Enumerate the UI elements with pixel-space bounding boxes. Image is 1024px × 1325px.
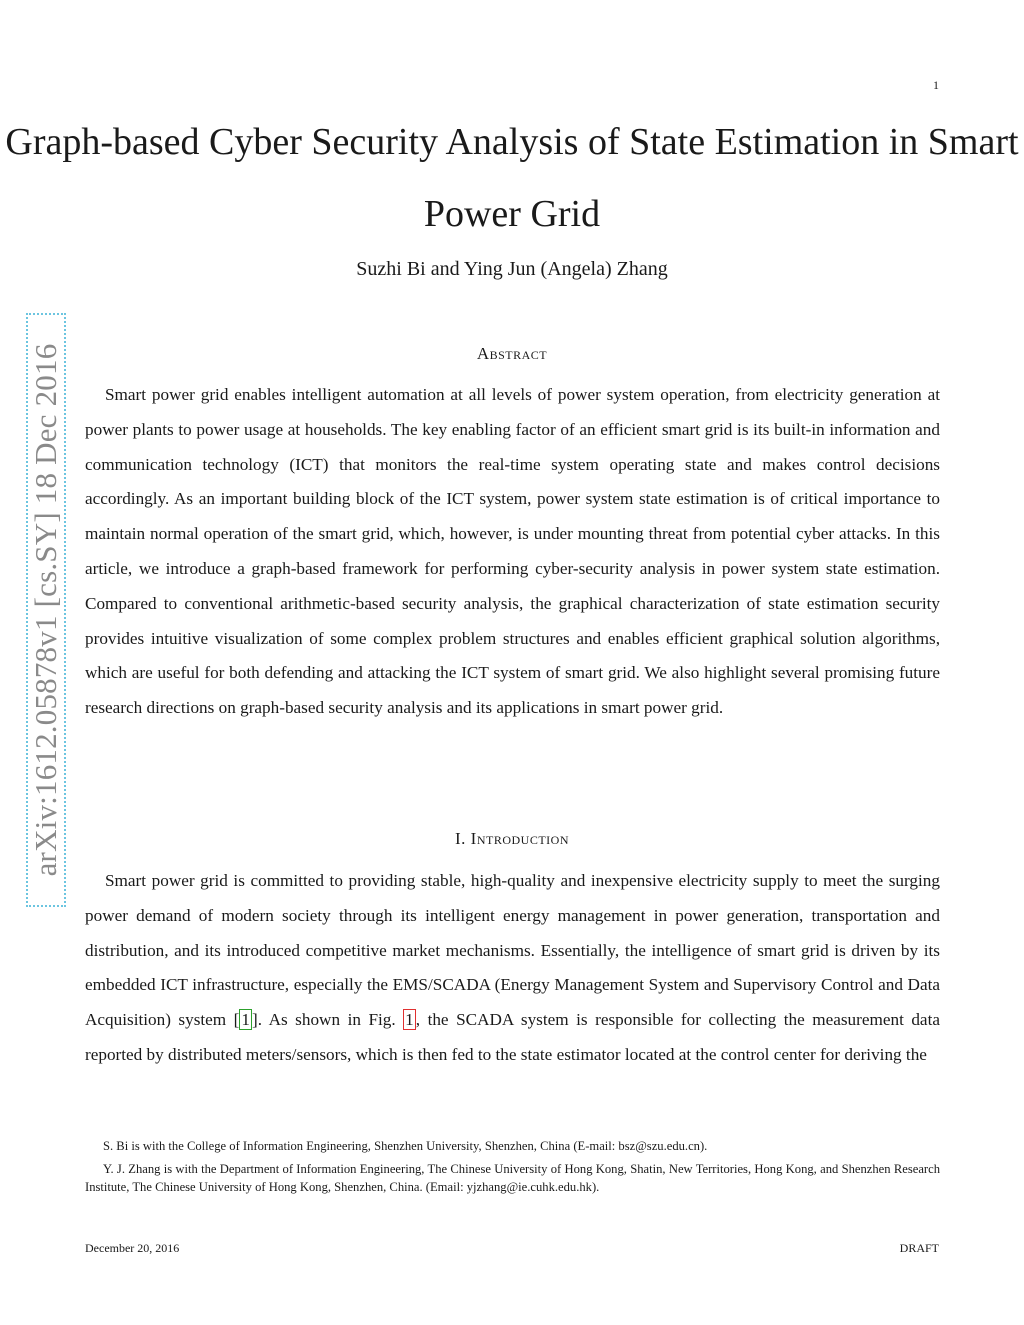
- arxiv-identifier[interactable]: arXiv:1612.05878v1 [cs.SY] 18 Dec 2016: [28, 343, 63, 877]
- introduction-heading: I. Introduction: [455, 829, 569, 848]
- abstract-heading: Abstract: [476, 344, 548, 363]
- page-number: 1: [933, 78, 939, 92]
- abstract-text: Smart power grid enables intelligent automation at all levels of power system operation, from electricity generation at power plants to power usage at households. The key enabling factor of an efficient smart grid is its built-in information and communication technology (ICT) that monitors the real-time system operating state and makes control decisions accordingly. As an important building block of the ICT system, power system state estimation is of critical importance to maintain normal operation of the smart grid, which, however, is under mounting threat from potential cyber attacks. In this article, we introduce a graph-based framework for performing cyber-security analysis in power system state estimation. Compared to conventional arithmetic-based security analysis, the graphical characterization of state estimation security provides intuitive visualization of some complex problem structures and enables efficient graphical solution algorithms, which are useful for both defending and attacking the ICT system of smart grid. We also highlight several promising future research directions on graph-based security analysis and its applications in smart power grid.: [85, 385, 940, 718]
- figure-link[interactable]: 1: [405, 1010, 414, 1030]
- citation-link[interactable]: 1: [241, 1010, 250, 1030]
- footer-date: December 20, 2016: [85, 1241, 180, 1255]
- footnote-affiliation-zhang: Y. J. Zhang is with the Department of Information Engineering, The Chinese University of Hong Kong, Shatin, New Territories, Hong Kong, and Shenzhen Research Institute, The Chinese University of Hong Kong, Shenzhen, China. (Email: yjzhang@ie.cuhk.edu.hk).: [85, 1162, 940, 1194]
- introduction-text: [85, 864, 940, 1073]
- paper-title: Graph-based Cyber Security Analysis of State Estimation in Smart Power Grid: [5, 121, 1019, 235]
- intro-text-part1: Smart power grid is committed to providing stable, high-quality and inexpensive electricity supply to meet the surging power demand of modern society through its intelligent energy management in power generation, transportation and distribution, and its introduced competitive market mechanisms. Essentially, the intelligence of smart grid is driven by its embedded ICT infrastructure, especially the EMS/SCADA (Energy Management System and Supervisory Control and Data Acquisition) system [: [85, 871, 940, 1030]
- footer-draft-label: DRAFT: [899, 1241, 939, 1255]
- paper-authors: Suzhi Bi and Ying Jun (Angela) Zhang: [356, 258, 668, 280]
- footnote-affiliation-bi: S. Bi is with the College of Information Engineering, Shenzhen University, Shenzhen, China (E-mail: bsz@szu.edu.cn).: [103, 1139, 708, 1153]
- intro-text-part3: , the SCADA system is responsible for collecting the measurement data reported by distributed meters/sensors, which is then fed to the state estimator located at the control center for deriving the: [85, 1010, 940, 1064]
- intro-text-part2: ]. As shown in Fig.: [252, 1010, 404, 1030]
